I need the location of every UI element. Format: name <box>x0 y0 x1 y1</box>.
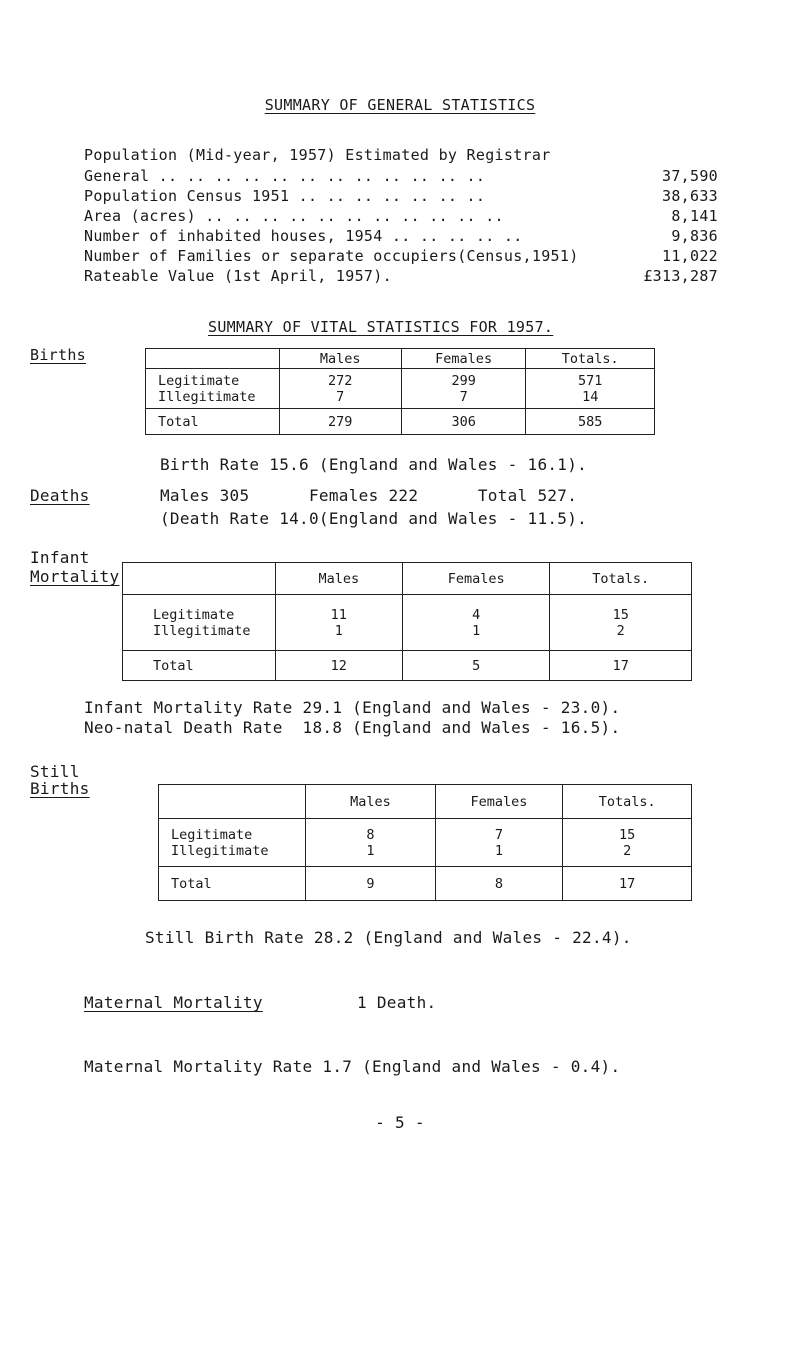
still-heading: Still <box>30 762 80 781</box>
still-illegitimate-males: 1 <box>366 842 375 859</box>
infant-header-males: Males <box>275 563 402 595</box>
births-totals-cell <box>526 369 655 409</box>
infant-header-females: Females <box>403 563 550 595</box>
deaths-line-1: Males 305 Females 222 Total 527. <box>160 486 578 505</box>
births-heading: Births <box>30 346 86 364</box>
still-total-totals: 17 <box>563 867 692 901</box>
births-illegitimate-females: 7 <box>459 388 468 405</box>
infant-mortality-table <box>122 562 692 681</box>
page-number: - 5 - <box>375 1113 425 1132</box>
general-label-1: General .. .. .. .. .. .. .. .. .. .. .. .. <box>84 167 486 185</box>
infant-mortality-rate: Infant Mortality Rate 29.1 (England and Wales - 23.0). <box>84 698 621 717</box>
births-table <box>145 348 655 435</box>
infant-illegitimate-totals: 2 <box>616 622 625 639</box>
still-births-table <box>158 784 692 901</box>
infant-females-cell <box>403 595 550 651</box>
still-legitimate-totals: 15 <box>619 826 636 843</box>
general-label-3: Area (acres) .. .. .. .. .. .. .. .. .. .. .. <box>84 207 504 225</box>
still-illegitimate-label: Illegitimate <box>171 842 269 859</box>
births-legitimate-totals: 571 <box>578 372 603 389</box>
still-legitimate-males: 8 <box>366 826 375 843</box>
still-header-blank <box>159 785 306 819</box>
still-header-females: Females <box>435 785 563 819</box>
births-illegitimate-males: 7 <box>336 388 345 405</box>
general-value-3: 8,141 <box>671 207 718 225</box>
general-value-4: 9,836 <box>671 227 718 245</box>
general-value-1: 37,590 <box>662 167 718 185</box>
vital-statistics-title: SUMMARY OF VITAL STATISTICS FOR 1957. <box>208 318 554 336</box>
still-total-females: 8 <box>435 867 563 901</box>
births-header-totals: Totals. <box>526 349 655 369</box>
infant-total-totals: 17 <box>550 651 692 681</box>
general-value-5: 11,022 <box>662 247 718 265</box>
still-births-heading: Births <box>30 779 90 798</box>
infant-illegitimate-label: Illegitimate <box>153 622 251 639</box>
still-birth-rate: Still Birth Rate 28.2 (England and Wales - 22.4). <box>145 928 632 947</box>
deaths-line-2: (Death Rate 14.0(England and Wales - 11.5). <box>160 509 588 528</box>
births-males-cell <box>279 369 401 409</box>
infant-totals-cell <box>550 595 692 651</box>
general-label-4: Number of inhabited houses, 1954 .. .. .. .. .. <box>84 227 523 245</box>
deaths-heading: Deaths <box>30 486 90 505</box>
general-label-2: Population Census 1951 .. .. .. .. .. .. .. <box>84 187 486 205</box>
neonatal-death-rate: Neo-natal Death Rate 18.8 (England and Wales - 16.5). <box>84 718 621 737</box>
infant-heading: Infant <box>30 548 90 567</box>
birth-rate-text: Birth Rate 15.6 (England and Wales - 16.1). <box>160 455 588 474</box>
general-label-6: Rateable Value (1st April, 1957). <box>84 267 392 285</box>
births-legitimate-males: 272 <box>327 372 353 389</box>
still-males-cell <box>306 819 435 867</box>
births-legitimate-label: Legitimate <box>158 372 240 389</box>
general-label-0: Population (Mid-year, 1957) Estimated by Registrar <box>84 146 551 164</box>
births-total-females: 306 <box>401 409 526 435</box>
infant-header-blank <box>123 563 276 595</box>
births-header-blank <box>146 349 280 369</box>
infant-total-females: 5 <box>403 651 550 681</box>
infant-legitimate-females: 4 <box>472 606 481 623</box>
maternal-mortality-rate: Maternal Mortality Rate 1.7 (England and Wales - 0.4). <box>84 1057 621 1076</box>
general-value-2: 38,633 <box>662 187 718 205</box>
still-total-label: Total <box>159 867 306 901</box>
births-header-males: Males <box>279 349 401 369</box>
still-header-totals: Totals. <box>563 785 692 819</box>
infant-illegitimate-males: 1 <box>334 622 343 639</box>
infant-header-totals: Totals. <box>550 563 692 595</box>
infant-total-males: 12 <box>275 651 402 681</box>
births-total-totals: 585 <box>526 409 655 435</box>
maternal-mortality-value: 1 Death. <box>357 993 437 1012</box>
still-legitimate-label: Legitimate <box>171 826 253 843</box>
births-header-females: Females <box>401 349 526 369</box>
births-females-cell <box>401 369 526 409</box>
page-title: SUMMARY OF GENERAL STATISTICS <box>264 96 536 114</box>
infant-mortality-heading: Mortality <box>30 567 120 586</box>
births-illegitimate-label: Illegitimate <box>158 388 256 405</box>
infant-legitimate-totals: 15 <box>612 606 629 623</box>
still-illegitimate-females: 1 <box>494 842 504 859</box>
births-illegitimate-totals: 14 <box>582 388 599 405</box>
births-total-label: Total <box>146 409 280 435</box>
births-legitimate-females: 299 <box>451 372 476 389</box>
births-row-labels <box>146 369 280 409</box>
infant-total-label: Total <box>123 651 276 681</box>
still-legitimate-females: 7 <box>494 826 504 843</box>
infant-legitimate-label: Legitimate <box>153 606 235 623</box>
general-label-5: Number of Families or separate occupiers(Census,1951) <box>84 247 579 265</box>
general-value-6: £313,287 <box>643 267 718 285</box>
still-row-labels <box>159 819 306 867</box>
still-total-males: 9 <box>306 867 435 901</box>
infant-illegitimate-females: 1 <box>472 622 481 639</box>
still-illegitimate-totals: 2 <box>623 842 632 859</box>
still-header-males: Males <box>306 785 435 819</box>
still-totals-cell <box>563 819 692 867</box>
infant-row-labels <box>123 595 276 651</box>
maternal-mortality-heading: Maternal Mortality <box>84 993 263 1012</box>
still-females-cell <box>435 819 563 867</box>
infant-legitimate-males: 11 <box>330 606 347 623</box>
infant-males-cell <box>275 595 402 651</box>
births-total-males: 279 <box>279 409 401 435</box>
